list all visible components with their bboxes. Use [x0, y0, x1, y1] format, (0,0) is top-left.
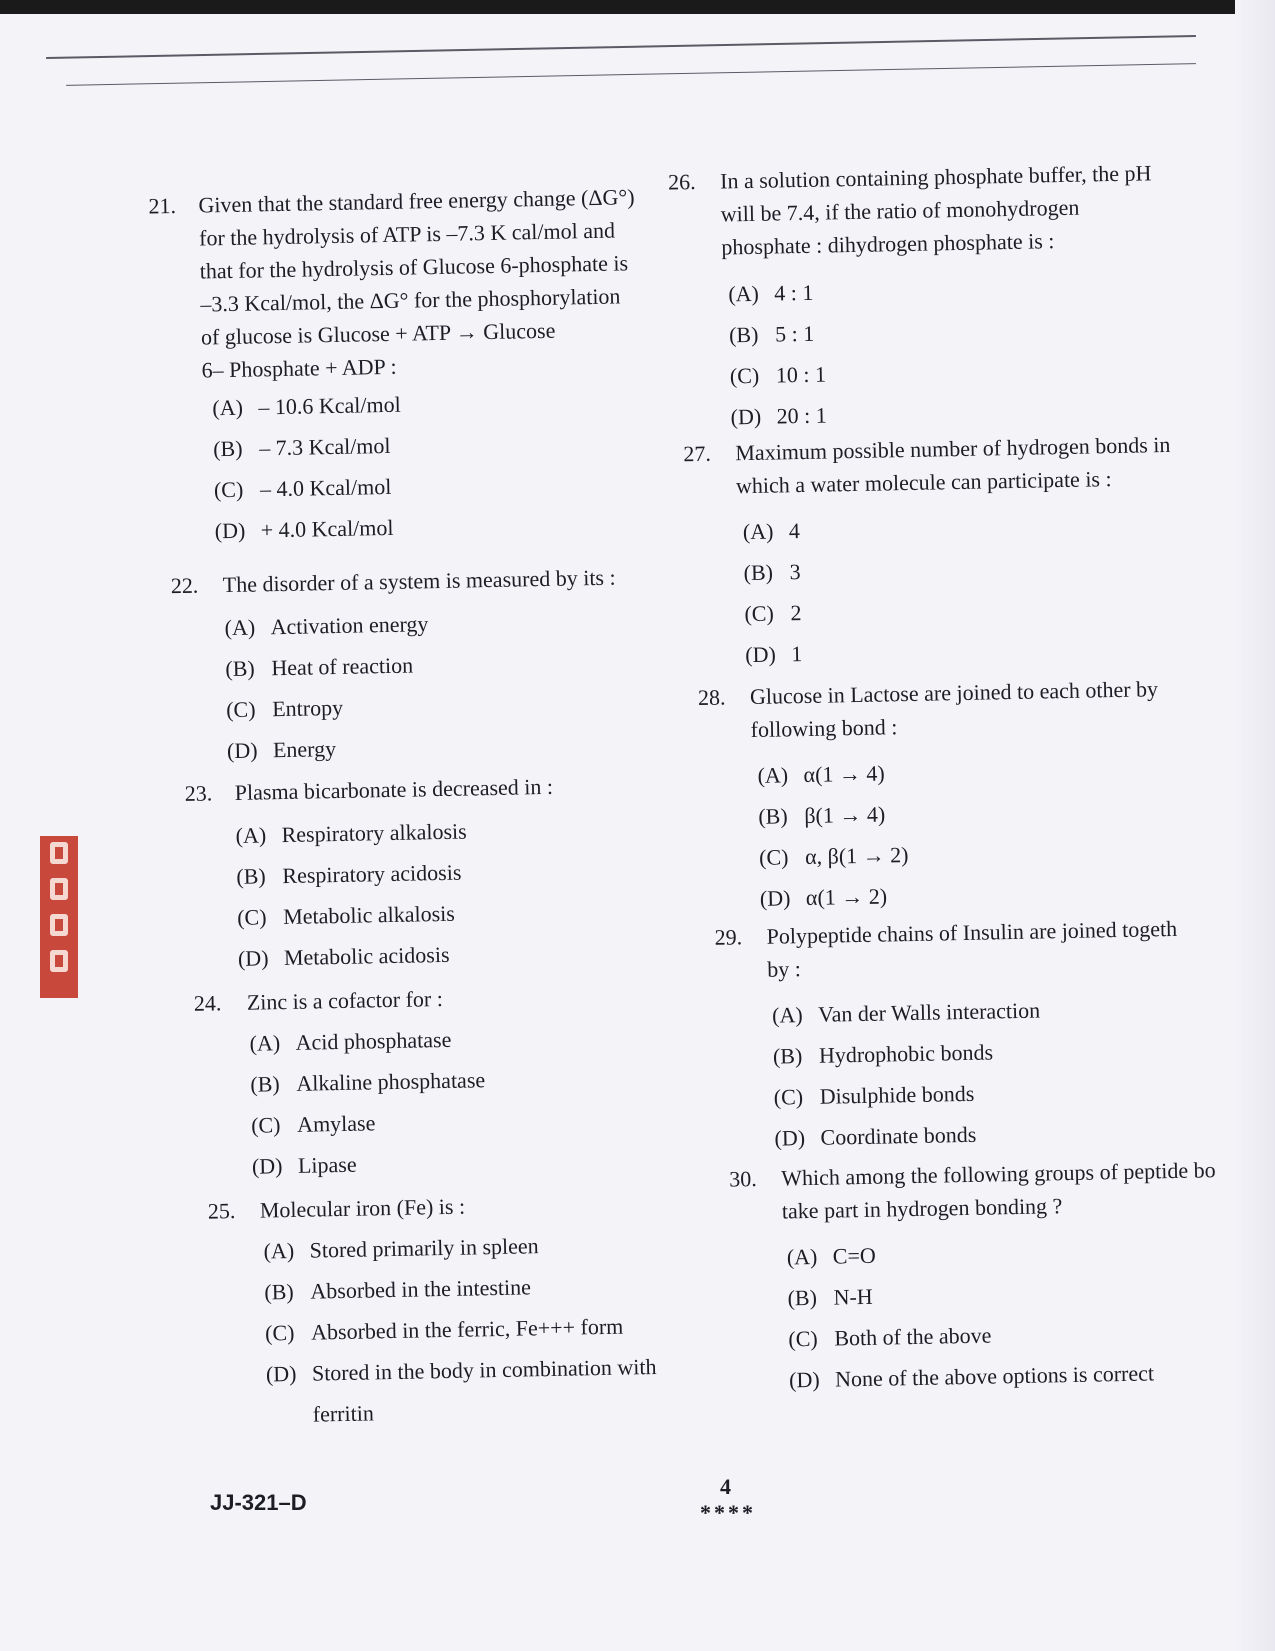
option-label: (A): [235, 822, 267, 848]
option-c[interactable]: [788, 1322, 992, 1354]
option-text: N-H: [833, 1283, 873, 1310]
option-a[interactable]: [249, 1026, 451, 1058]
option-b[interactable]: [264, 1273, 531, 1306]
option-b[interactable]: [213, 432, 391, 463]
option-b[interactable]: [743, 558, 801, 587]
stem-line: Which among the following groups of peptide bo: [781, 1157, 1216, 1191]
option-text: α(1 → 4): [803, 760, 885, 788]
question-stem: [234, 770, 553, 809]
option-text: None of the above options is correct: [834, 1360, 1155, 1392]
option-label: (B): [225, 655, 255, 682]
option-text: C=O: [832, 1242, 876, 1269]
option-d[interactable]: [214, 514, 393, 545]
page-number: 4: [720, 1474, 731, 1499]
header-rule-2: [66, 63, 1196, 86]
option-label: (D): [774, 1125, 806, 1151]
option-text: Both of the above: [834, 1322, 992, 1351]
option-label: (B): [772, 1043, 803, 1069]
option-text: Alkaline phosphatase: [296, 1067, 486, 1096]
option-text: Heat of reaction: [271, 652, 414, 681]
option-label: (D): [788, 1366, 820, 1393]
option-a[interactable]: [787, 1242, 876, 1272]
option-text: β(1 → 4): [804, 801, 886, 829]
option-label: (B): [787, 1284, 818, 1311]
question-number: 23.: [184, 780, 213, 806]
option-text: 20 : 1: [776, 402, 828, 429]
option-a[interactable]: [212, 391, 401, 423]
option-text: 2: [790, 600, 802, 626]
option-d[interactable]: [252, 1151, 357, 1181]
option-c[interactable]: [773, 1080, 974, 1112]
option-b[interactable]: [773, 1038, 994, 1070]
stem-line: Plasma bicarbonate is decreased in :: [234, 773, 554, 805]
option-text: 4: [788, 518, 801, 544]
option-label: (C): [236, 904, 267, 930]
stem-line: of glucose is Glucose + ATP → Glucose: [200, 317, 556, 350]
option-b[interactable]: [758, 800, 885, 830]
option-label: (D): [251, 1153, 283, 1179]
option-text: Hydrophobic bonds: [818, 1039, 994, 1068]
option-text: Respiratory acidosis: [282, 859, 462, 889]
option-b[interactable]: [236, 859, 462, 891]
option-label: (A): [786, 1243, 818, 1270]
question-number: 21.: [148, 192, 177, 219]
option-text: Amylase: [296, 1110, 376, 1137]
option-text: ferritin: [312, 1400, 375, 1427]
stem-line: Given that the standard free energy change (ΔG°): [198, 184, 635, 218]
option-text: 10 : 1: [775, 361, 827, 388]
option-text: 3: [789, 559, 801, 585]
option-label: (B): [250, 1071, 280, 1097]
option-label: (C): [250, 1112, 281, 1138]
option-label: (A): [263, 1237, 295, 1264]
option-label: (C): [744, 600, 775, 627]
option-text: Stored primarily in spleen: [309, 1233, 539, 1263]
stem-line: take part in hydrogen bonding ?: [781, 1193, 1063, 1224]
stem-line: –3.3 Kcal/mol, the ΔG° for the phosphorylation: [200, 283, 621, 317]
paper-code: JJ-321–D: [210, 1490, 307, 1515]
option-text: Respiratory alkalosis: [281, 818, 467, 848]
option-d[interactable]: [789, 1359, 1154, 1394]
option-label: (D): [759, 885, 791, 911]
option-c[interactable]: [251, 1109, 376, 1139]
question-number: 28.: [697, 684, 726, 711]
option-text: Coordinate bonds: [820, 1121, 977, 1150]
option-c[interactable]: [214, 473, 392, 504]
option-label: (D): [214, 517, 246, 544]
question-number: 27.: [683, 440, 712, 467]
header-rule: [46, 35, 1196, 59]
option-c[interactable]: [744, 599, 802, 628]
question-stem: [766, 912, 1178, 986]
option-label: (A): [728, 280, 760, 307]
option-cont[interactable]: [266, 1399, 374, 1429]
question-stem: [222, 561, 615, 602]
question-number: 22.: [170, 572, 199, 599]
question-stem: [720, 156, 1153, 263]
option-d[interactable]: [227, 735, 337, 765]
stem-line: In a solution containing phosphate buffer, the pH: [719, 160, 1152, 194]
option-a[interactable]: [772, 997, 1041, 1030]
option-label: (D): [744, 641, 777, 668]
option-label: (C): [264, 1319, 295, 1346]
option-b[interactable]: [250, 1066, 485, 1099]
stem-line: 6– Phosphate + ADP :: [201, 353, 397, 383]
option-label: (C): [225, 696, 256, 723]
stem-line: by :: [767, 956, 802, 982]
option-text: Lipase: [297, 1151, 357, 1178]
option-label: (A): [757, 762, 789, 788]
question-number: 26.: [667, 169, 696, 195]
option-label: (A): [212, 394, 244, 421]
stem-line: Molecular iron (Fe) is :: [259, 1193, 466, 1223]
option-label: (B): [728, 321, 759, 348]
scan-top-edge: [0, 0, 1275, 14]
option-label: (D): [226, 737, 258, 764]
stem-line: which a water molecule can participate is :: [735, 466, 1112, 499]
stem-line: phosphate : dihydrogen phosphate is :: [721, 228, 1055, 260]
page-stars: ****: [700, 1500, 756, 1525]
option-text: Metabolic alkalosis: [282, 900, 456, 930]
option-text: – 7.3 Kcal/mol: [258, 432, 391, 461]
question-stem: [781, 1153, 1217, 1227]
question-number: 25.: [207, 1198, 236, 1224]
option-text: – 10.6 Kcal/mol: [258, 391, 401, 420]
option-label: (B): [212, 435, 243, 462]
option-a[interactable]: [743, 517, 801, 546]
option-label: (B): [264, 1278, 294, 1305]
stem-line: Maximum possible number of hydrogen bonds in: [735, 431, 1171, 466]
option-text: 1: [790, 641, 803, 667]
option-text: Disulphide bonds: [819, 1080, 975, 1109]
option-a[interactable]: [235, 818, 467, 850]
option-c[interactable]: [759, 841, 909, 872]
stem-line: will be 7.4, if the ratio of monohydrogen: [720, 194, 1080, 227]
option-label: (C): [213, 476, 244, 503]
option-b[interactable]: [225, 652, 413, 684]
option-text: Entropy: [271, 694, 344, 722]
option-text: + 4.0 Kcal/mol: [260, 514, 394, 543]
option-label: (B): [758, 803, 788, 829]
option-label: (C): [773, 1084, 804, 1110]
option-text: α, β(1 → 2): [804, 842, 909, 870]
stem-line: Polypeptide chains of Insulin are joined togeth: [766, 915, 1178, 949]
option-label: (C): [729, 362, 760, 389]
option-d[interactable]: [730, 402, 827, 432]
stem-line: for the hydrolysis of ATP is –7.3 K cal/mol and: [198, 217, 616, 251]
option-d[interactable]: [745, 640, 803, 669]
option-text: Metabolic acidosis: [283, 941, 450, 971]
option-c[interactable]: [265, 1313, 624, 1348]
option-d[interactable]: [266, 1353, 657, 1388]
option-b[interactable]: [787, 1283, 873, 1313]
question-stem: [198, 180, 638, 386]
option-text: Van der Walls interaction: [817, 997, 1041, 1027]
option-label: (D): [237, 945, 269, 971]
option-text: α(1 → 2): [805, 883, 888, 911]
option-label: (A): [771, 1002, 803, 1028]
option-text: Acid phosphatase: [295, 1026, 452, 1055]
option-c[interactable]: [237, 900, 455, 932]
option-text: Absorbed in the intestine: [310, 1274, 532, 1304]
option-label: (D): [265, 1360, 297, 1387]
option-text: Energy: [272, 736, 337, 763]
option-text: – 4.0 Kcal/mol: [259, 473, 392, 502]
option-c[interactable]: [730, 361, 827, 391]
option-label: (A): [249, 1030, 281, 1056]
question-number: 30.: [729, 1166, 758, 1192]
option-label: (D): [730, 403, 762, 430]
option-label: (C): [788, 1325, 818, 1352]
option-label: (B): [236, 863, 266, 889]
question-stem: [246, 982, 443, 1019]
option-a[interactable]: [263, 1232, 539, 1265]
stem-line: Glucose in Lactose are joined to each other by: [749, 676, 1159, 710]
option-c[interactable]: [226, 694, 343, 724]
option-b[interactable]: [729, 320, 815, 350]
option-text: Stored in the body in combination with: [311, 1353, 657, 1386]
option-a[interactable]: [757, 759, 885, 789]
option-label: (B): [743, 559, 774, 586]
option-label: (A): [224, 614, 256, 641]
option-d[interactable]: [774, 1121, 976, 1153]
option-label: (A): [742, 518, 774, 545]
option-d[interactable]: [238, 941, 450, 973]
option-d[interactable]: [760, 882, 888, 912]
option-a[interactable]: [224, 610, 428, 642]
side-tab-marker: [40, 836, 78, 998]
option-text: Absorbed in the ferric, Fe+++ form: [310, 1313, 624, 1345]
question-stem: [259, 1190, 465, 1227]
option-label: (C): [758, 844, 789, 870]
question-stem: [750, 672, 1159, 746]
stem-line: Zinc is a cofactor for :: [246, 986, 444, 1015]
option-a[interactable]: [728, 279, 814, 309]
stem-line: that for the hydrolysis of Glucose 6-phosphate is: [199, 250, 629, 284]
option-text: Activation energy: [270, 611, 429, 640]
scan-right-edge: [1235, 0, 1275, 1651]
question-number: 29.: [714, 924, 743, 950]
stem-line: following bond :: [750, 714, 898, 743]
option-text: 5 : 1: [774, 320, 815, 347]
question-number: 24.: [193, 990, 222, 1016]
option-label: [267, 1422, 313, 1423]
option-text: 4 : 1: [774, 279, 814, 306]
question-stem: [735, 428, 1171, 502]
stem-line: The disorder of a system is measured by its :: [222, 564, 616, 598]
